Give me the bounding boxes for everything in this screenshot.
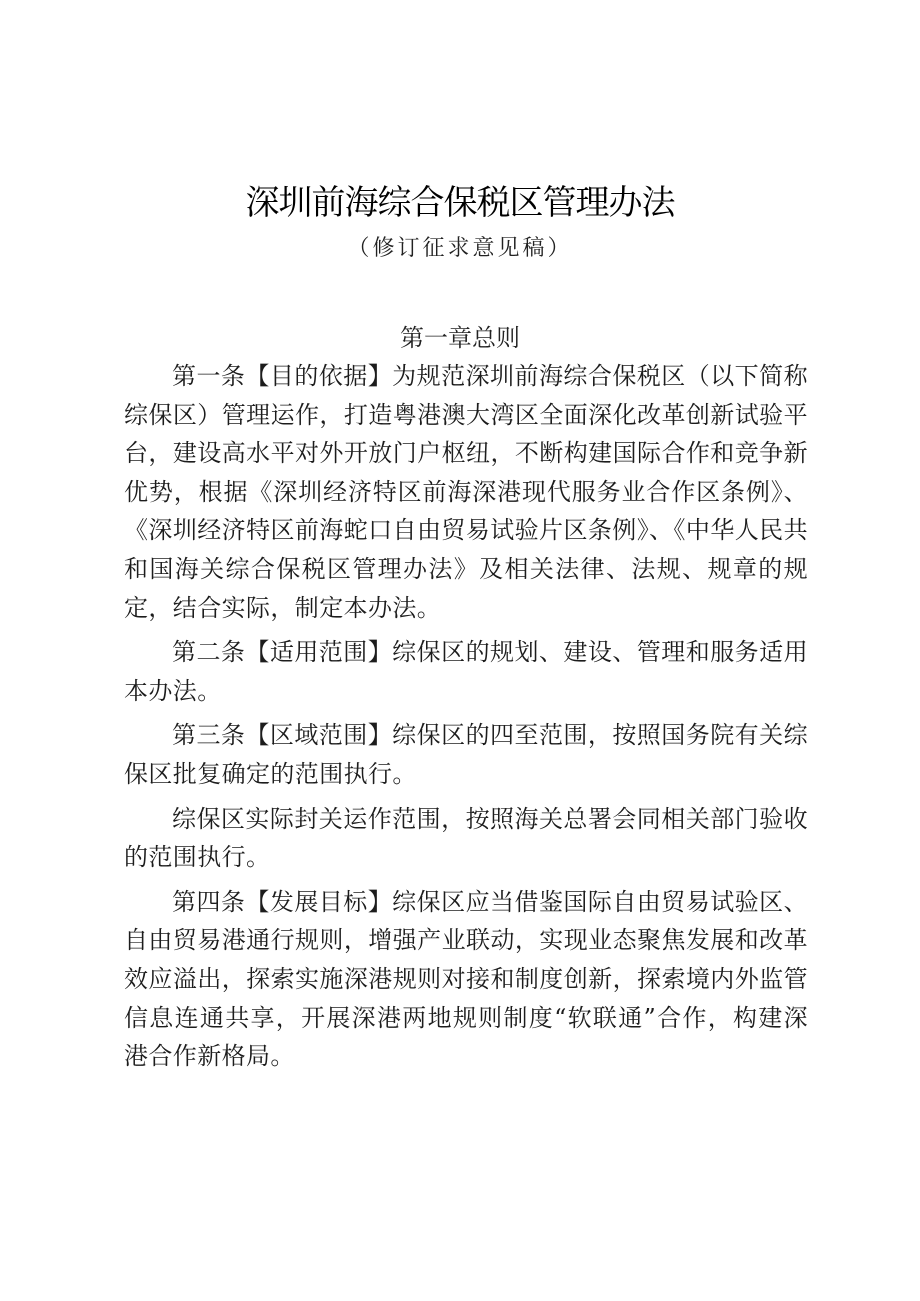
chapter-heading: 第一章总则 (400, 324, 520, 352)
article-3-continuation-paragraph: 综保区实际封关运作范围，按照海关总署会同相关部门验收的范围执行。 (124, 804, 808, 872)
article-4-paragraph: 第四条【发展目标】综保区应当借鉴国际自由贸易试验区、自由贸易港通行规则，增强产业联动，实现业态聚焦发展和改革效应溢出，探索实施深港规则对接和制度创新，探索境内外监管信息连通共享，开展深港两地规则制度“软联通”合作，构建深港合作新格局。 (124, 887, 808, 1071)
document-body (124, 357, 808, 1082)
document-title: 深圳前海综合保税区管理办法 (245, 183, 675, 223)
article-3-paragraph: 第三条【区域范围】综保区的四至范围，按照国务院有关综保区批复确定的范围执行。 (124, 721, 808, 788)
article-2-paragraph: 第二条【适用范围】综保区的规划、建设、管理和服务适用本办法。 (124, 638, 808, 705)
document-subtitle: （修订征求意见稿） (347, 236, 573, 261)
article-1-paragraph: 第一条【目的依据】为规范深圳前海综合保税区（以下简称综保区）管理运作，打造粤港澳大湾区全面深化改革创新试验平台，建设高水平对外开放门户枢纽，不断构建国际合作和竞争新优势，根据《深圳经济特区前海深港现代服务业合作区条例》、《深圳经济特区前海蛇口自由贸易试验片区条例》、《中华人民共和国海关综合保税区管理办法》及相关法律、法规、规章的规定，结合实际，制定本办法。 (124, 362, 808, 622)
